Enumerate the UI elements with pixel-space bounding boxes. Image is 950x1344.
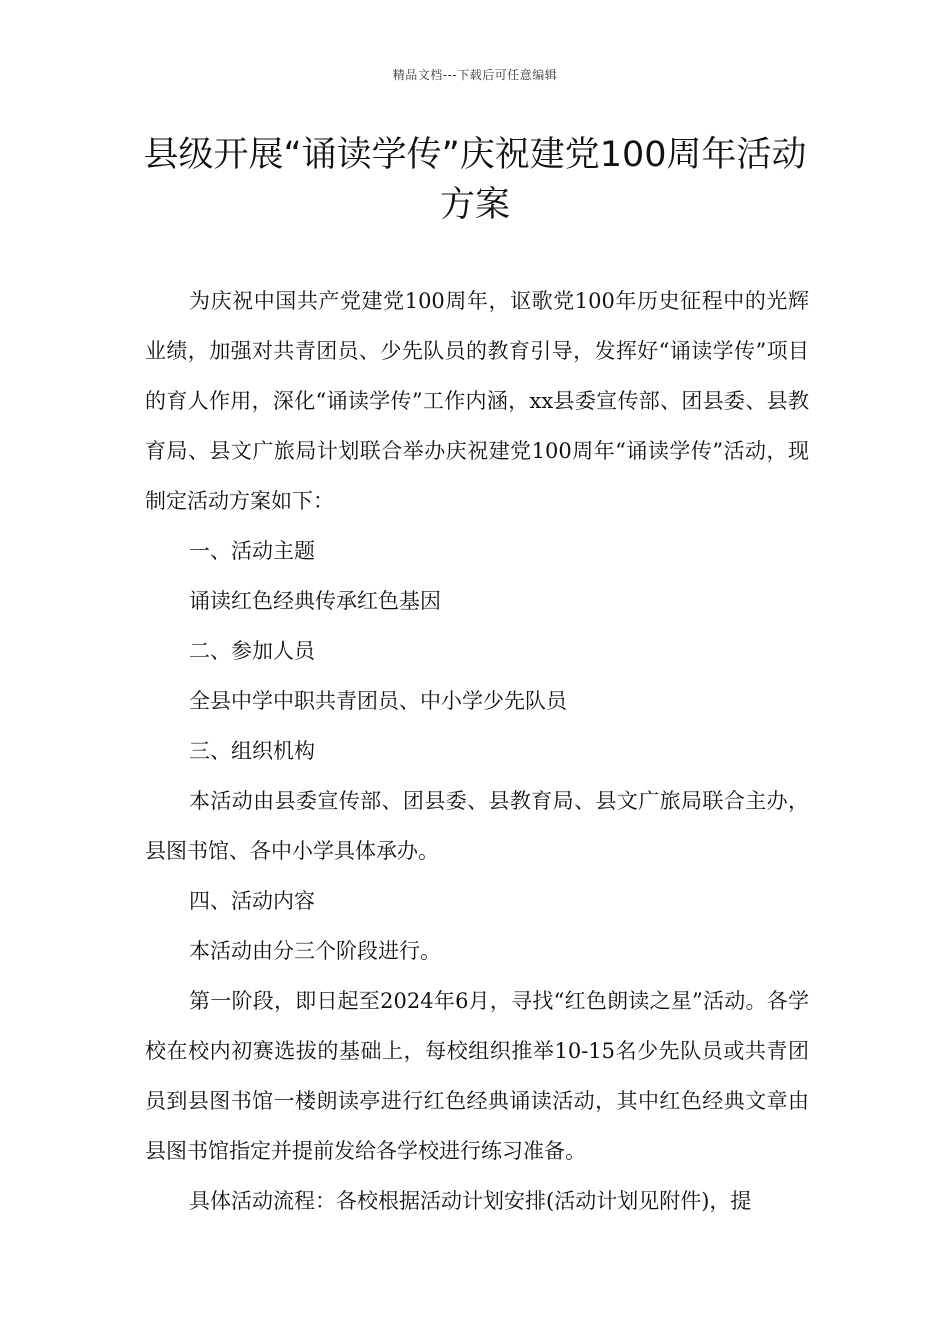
content-intro-text: 本活动由分三个阶段进行。	[189, 939, 441, 963]
section-heading-participants: 二、参加人员	[189, 639, 315, 663]
section-heading-organization: 三、组织机构	[189, 739, 315, 763]
procedure-paragraph: 具体活动流程：各校根据活动计划安排(活动计划见附件)，提	[189, 1189, 752, 1213]
intro-paragraph: 为庆祝中国共产党建党100周年，讴歌党100年历史征程中的光辉业绩，加强对共青团员、少先队员的教育引导，发挥好“诵读学传”项目的育人作用，深化“诵读学传”工作内涵，xx县委宣传部、团县委、县教育局、县文广旅局计划联合举办庆祝建党100周年“诵读学传”活动，现制定活动方案如下：	[145, 289, 809, 513]
participants-text: 全县中学中职共青团员、中小学少先队员	[189, 689, 567, 713]
section-heading-content: 四、活动内容	[189, 889, 315, 913]
stage-one-paragraph: 第一阶段，即日起至2024年6月，寻找“红色朗读之星”活动。各学校在校内初赛选拔的基础上，每校组织推举10-15名少先队员或共青团员到县图书馆一楼朗读亭进行红色经典诵读活动，其中红色经典文章由县图书馆指定并提前发给各学校进行练习准备。	[145, 989, 809, 1163]
theme-text: 诵读红色经典传承红色基因	[189, 589, 441, 613]
header-note: 精品文档---下载后可任意编辑	[392, 68, 558, 82]
document-title: 县级开展“诵读学传”庆祝建党100周年活动方案	[143, 135, 807, 225]
section-heading-theme: 一、活动主题	[189, 539, 315, 563]
organization-text: 本活动由县委宣传部、团县委、县教育局、县文广旅局联合主办，县图书馆、各中小学具体承办。	[145, 789, 809, 863]
document-body	[145, 276, 809, 1226]
